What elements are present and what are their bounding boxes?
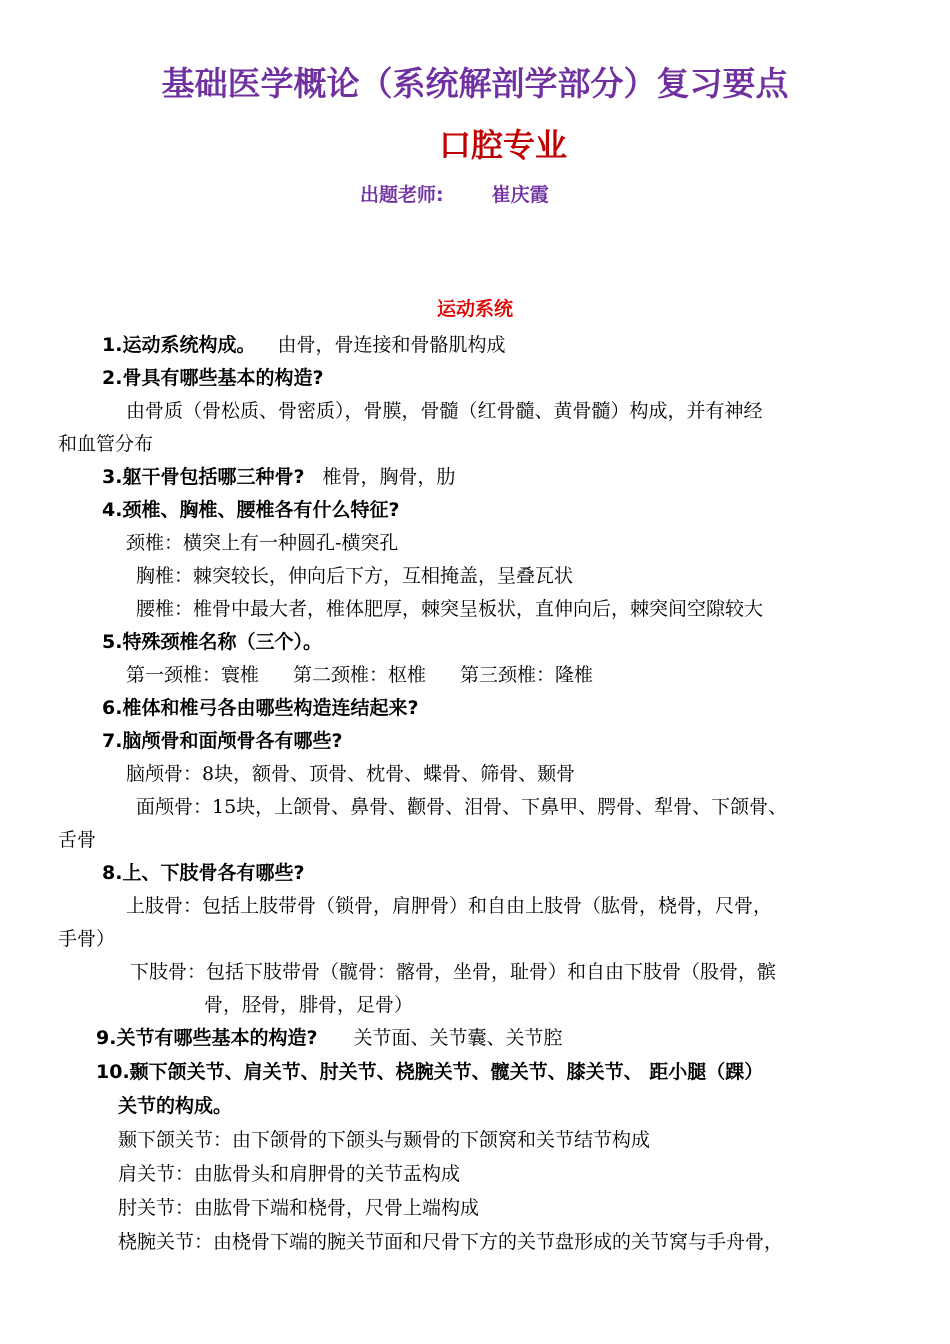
answer-4-thoracic: 胸椎：棘突较长，伸向后下方，互相掩盖，呈叠瓦状	[136, 565, 574, 587]
question-1: 1.运动系统构成。	[102, 334, 256, 356]
answer-5-prominens: 第三颈椎：隆椎	[460, 664, 594, 686]
answer-7-facial: 面颅骨：15块，上颌骨、鼻骨、颧骨、泪骨、下鼻甲、腭骨、犁骨、下颌骨、	[136, 796, 788, 818]
answer-2-line-2: 和血管分布	[58, 433, 154, 455]
question-5: 5.特殊颈椎名称（三个）。	[102, 631, 322, 653]
answer-5-axis: 第二颈椎：枢椎	[293, 664, 427, 686]
question-9-line	[96, 1026, 562, 1050]
question-3: 3.躯干骨包括哪三种骨?	[102, 466, 305, 488]
question-1-line	[102, 333, 505, 357]
answer-2-line-1: 由骨质（骨松质、骨密质），骨膜，骨髓（红骨髓、黄骨髓）构成，并有神经	[126, 400, 763, 422]
teacher-name: 崔庆霞	[491, 184, 549, 206]
question-6: 6.椎体和椎弓各由哪些构造连结起来?	[102, 697, 419, 719]
answer-8-lower-cont: 骨，胫骨，腓骨，足骨）	[204, 994, 414, 1016]
answer-8-upper-cont: 手骨）	[58, 928, 116, 950]
answer-8-upper: 上肢骨：包括上肢带骨（锁骨，肩胛骨）和自由上肢骨（肱骨，桡骨，尺骨，	[126, 895, 773, 917]
section-title: 运动系统	[436, 298, 513, 320]
answer-4-cervical: 颈椎：横突上有一种圆孔-横突孔	[126, 532, 399, 554]
teacher-label: 出题老师:	[360, 184, 444, 206]
teacher-line	[360, 180, 549, 207]
document-subtitle: 口腔专业	[438, 126, 567, 164]
question-3-line	[102, 465, 455, 489]
answer-5-atlas: 第一颈椎：寰椎	[126, 664, 260, 686]
answer-10-tmj: 颞下颌关节：由下颌骨的下颌头与颞骨的下颌窝和关节结节构成	[118, 1129, 651, 1151]
document-title: 基础医学概论（系统解剖学部分）复习要点	[161, 64, 789, 103]
question-10: 10.颞下颌关节、肩关节、肘关节、桡腕关节、髋关节、膝关节、 距小腿（踝）	[96, 1061, 764, 1083]
question-10-cont: 关节的构成。	[118, 1095, 233, 1117]
question-7: 7.脑颅骨和面颅骨各有哪些?	[102, 730, 343, 752]
answer-10-shoulder: 肩关节：由肱骨头和肩胛骨的关节盂构成	[118, 1163, 461, 1185]
answer-10-wrist: 桡腕关节：由桡骨下端的腕关节面和尺骨下方的关节盘形成的关节窝与手舟骨，	[118, 1231, 784, 1253]
question-2: 2.骨具有哪些基本的构造?	[102, 367, 324, 389]
answer-5-line	[126, 663, 593, 687]
answer-7-facial-cont: 舌骨	[58, 829, 97, 851]
answer-8-lower: 下肢骨：包括下肢带骨（髋骨：髂骨，坐骨，耻骨）和自由下肢骨（股骨，髌	[130, 961, 777, 983]
answer-4-lumbar: 腰椎：椎骨中最大者，椎体肥厚，棘突呈板状，直伸向后，棘突间空隙较大	[136, 598, 764, 620]
answer-3: 椎骨，胸骨，肋	[322, 466, 456, 488]
answer-7-cranial: 脑颅骨：8块，额骨、顶骨、枕骨、蝶骨、筛骨、颞骨	[126, 763, 576, 785]
question-9: 9.关节有哪些基本的构造?	[96, 1027, 318, 1049]
answer-9: 关节面、关节囊、关节腔	[353, 1027, 563, 1049]
answer-1: 由骨，骨连接和骨骼肌构成	[277, 334, 506, 356]
answer-10-elbow: 肘关节：由肱骨下端和桡骨，尺骨上端构成	[118, 1197, 480, 1219]
question-4: 4.颈椎、胸椎、腰椎各有什么特征?	[102, 499, 400, 521]
question-8: 8.上、下肢骨各有哪些?	[102, 862, 305, 884]
